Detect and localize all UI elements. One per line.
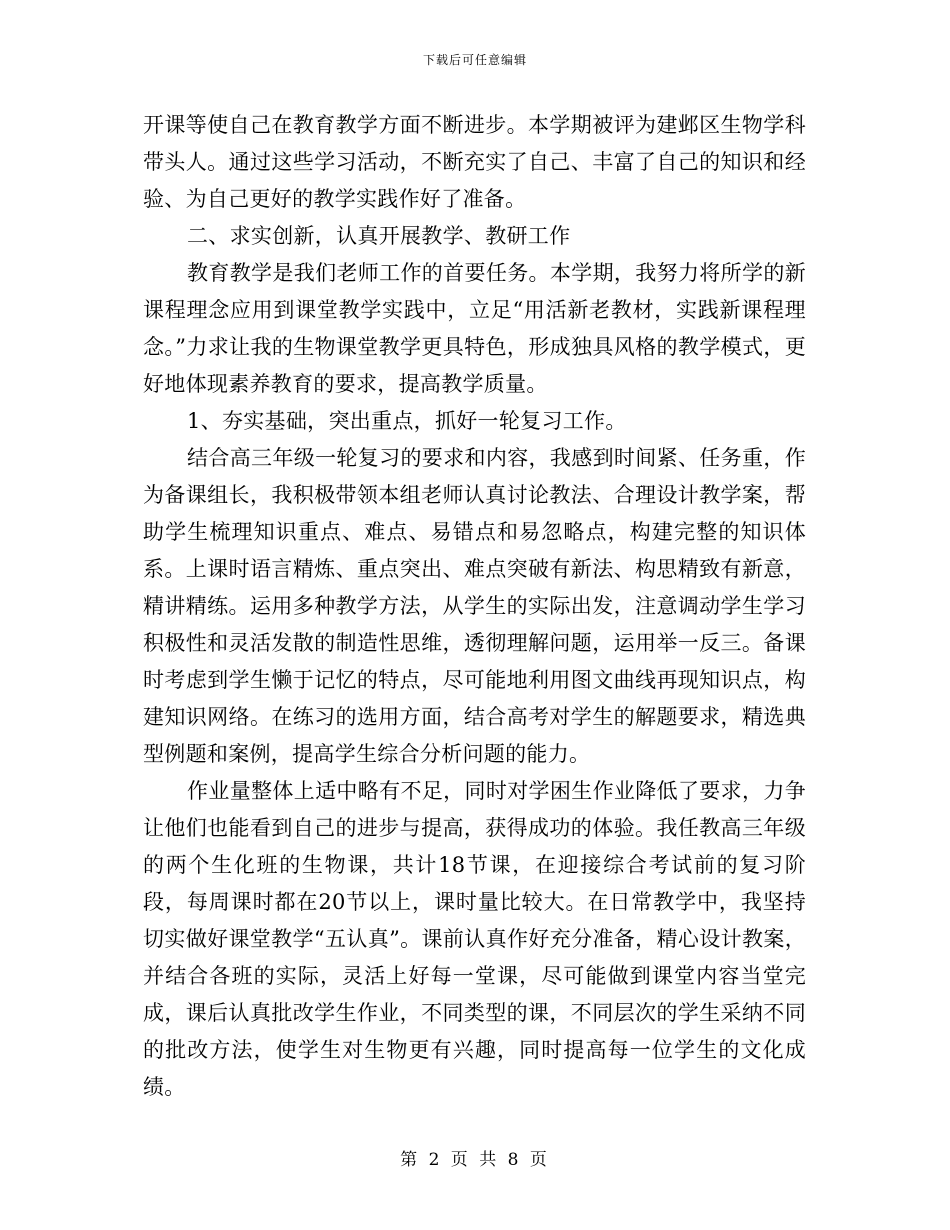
page-header: 下载后可任意编辑 bbox=[422, 53, 527, 67]
document-body bbox=[143, 107, 806, 1106]
page-number-footer: 第 2 页 共 8 页 bbox=[400, 1150, 550, 1170]
paragraph: 作业量整体上适中略有不足，同时对学困生作业降低了要求，力争让他们也能看到自己的进步与提高，获得成功的体验。我任教高三年级的两个生化班的生物课，共计18节课，在迎接综合考试前的复习阶段，每周课时都在20节以上，课时量比较大。在日常教学中，我坚持切实做好课堂教学“五认真”。课前认真作好充分准备，精心设计教案，并结合各班的实际，灵活上好每一堂课，尽可能做到课堂内容当堂完成，课后认真批改学生作业，不同类型的课，不同层次的学生采纳不同的批改方法，使学生对生物更有兴趣，同时提高每一位学生的文化成绩。 bbox=[143, 779, 806, 1099]
section-heading: 二、求实创新，认真开展教学、教研工作 bbox=[187, 224, 571, 248]
paragraph: 开课等使自己在教育教学方面不断进步。本学期被评为建邺区生物学科带头人。通过这些学习活动，不断充实了自己、丰富了自己的知识和经验、为自己更好的教学实践作好了准备。 bbox=[143, 113, 806, 211]
paragraph: 教育教学是我们老师工作的首要任务。本学期，我努力将所学的新课程理念应用到课堂教学实践中，立足“用活新老教材，实践新课程理念。”力求让我的生物课堂教学更具特色，形成独具风格的教学模式，更好地体现素养教育的要求，提高教学质量。 bbox=[143, 261, 806, 396]
paragraph: 结合高三年级一轮复习的要求和内容，我感到时间紧、任务重，作为备课组长，我积极带领本组老师认真讨论教法、合理设计教学案，帮助学生梳理知识重点、难点、易错点和易忽略点，构建完整的知识体系。上课时语言精炼、重点突出、难点突破有新法、构思精致有新意，精讲精练。运用多种教学方法，从学生的实际出发，注意调动学生学习积极性和灵活发散的制造性思维，透彻理解问题，运用举一反三。备课时考虑到学生懒于记忆的特点，尽可能地利用图文曲线再现知识点，构建知识网络。在练习的选用方面，结合高考对学生的解题要求，精选典型例题和案例，提高学生综合分析问题的能力。 bbox=[143, 446, 806, 766]
subsection-heading: 1、夯实基础，突出重点，抓好一轮复习工作。 bbox=[187, 409, 627, 433]
